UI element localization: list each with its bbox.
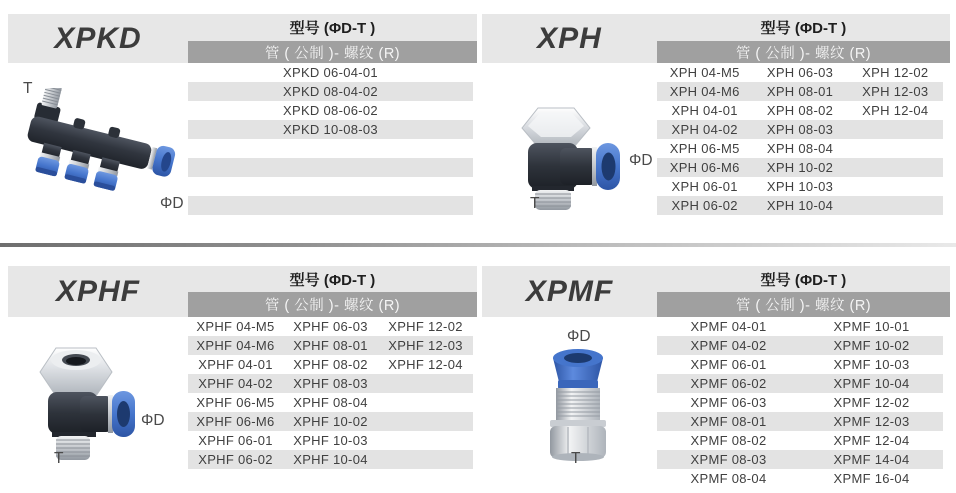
tube-thread-subheader: 管 ( 公制 )- 螺纹 (R) bbox=[188, 41, 477, 63]
table-row bbox=[188, 374, 473, 393]
model-table bbox=[657, 317, 943, 488]
table-row bbox=[188, 101, 473, 120]
model-cell: XPH 06-M6 bbox=[669, 160, 740, 175]
model-cell bbox=[188, 177, 473, 196]
thread-label: T bbox=[530, 195, 540, 212]
model-cell: XPHF 06-M5 bbox=[196, 395, 275, 410]
model-cell: XPMF 10-04 bbox=[833, 376, 910, 391]
section-xpmf bbox=[482, 266, 950, 488]
model-cell: XPKD 10-08-03 bbox=[283, 122, 378, 137]
model-cell: XPH 08-03 bbox=[766, 122, 834, 137]
table-row bbox=[657, 431, 943, 450]
tube-thread-subheader: 管 ( 公制 )- 螺纹 (R) bbox=[188, 292, 477, 317]
model-cell: XPH 06-01 bbox=[671, 179, 738, 194]
table-row bbox=[657, 355, 943, 374]
model-cell: XPHF 04-02 bbox=[198, 376, 273, 391]
model-cell: XPMF 10-02 bbox=[833, 338, 910, 353]
thread-label: T bbox=[23, 80, 33, 97]
model-cell: XPH 10-02 bbox=[766, 160, 834, 175]
model-cell bbox=[378, 431, 473, 450]
table-row bbox=[657, 120, 943, 139]
product-photo-xph bbox=[498, 90, 624, 218]
model-cell: XPH 06-02 bbox=[671, 198, 738, 213]
model-cell: XPMF 16-04 bbox=[833, 471, 910, 486]
table-row bbox=[188, 120, 473, 139]
table-row bbox=[188, 82, 473, 101]
table-row bbox=[188, 412, 473, 431]
model-cell bbox=[378, 450, 473, 469]
model-cell: XPHF 06-02 bbox=[198, 452, 273, 467]
model-cell bbox=[378, 393, 473, 412]
model-cell: XPMF 12-02 bbox=[833, 395, 910, 410]
model-cell: XPHF 10-03 bbox=[293, 433, 368, 448]
table-row bbox=[657, 469, 943, 488]
table-row bbox=[657, 412, 943, 431]
model-cell: XPMF 06-01 bbox=[690, 357, 767, 372]
table-row bbox=[188, 393, 473, 412]
model-cell: XPHF 06-03 bbox=[293, 319, 368, 334]
tube-label: ΦD bbox=[567, 328, 591, 345]
model-cell: XPH 10-04 bbox=[766, 198, 834, 213]
model-cell: XPHF 08-01 bbox=[293, 338, 368, 353]
table-row bbox=[657, 63, 943, 82]
model-cell: XPH 08-01 bbox=[766, 84, 834, 99]
model-cell bbox=[188, 196, 473, 215]
product-series-title: XPKD bbox=[8, 14, 188, 63]
section-xph bbox=[482, 14, 950, 215]
model-spec-header: 型号 (ΦD-T ) bbox=[188, 14, 477, 41]
table-row bbox=[657, 336, 943, 355]
model-cell: XPHF 08-03 bbox=[293, 376, 368, 391]
model-spec-header: 型号 (ΦD-T ) bbox=[657, 14, 950, 41]
model-cell: XPHF 04-M5 bbox=[196, 319, 275, 334]
model-cell: XPMF 04-02 bbox=[690, 338, 767, 353]
model-cell bbox=[848, 196, 943, 215]
model-cell: XPMF 08-04 bbox=[690, 471, 767, 486]
section-xpkd bbox=[8, 14, 477, 215]
model-cell: XPH 08-02 bbox=[766, 103, 834, 118]
table-row bbox=[657, 393, 943, 412]
model-cell: XPHF 04-M6 bbox=[196, 338, 275, 353]
product-series-title: XPMF bbox=[482, 266, 657, 317]
model-cell: XPHF 08-02 bbox=[293, 357, 368, 372]
tube-label: ΦD bbox=[141, 412, 165, 429]
model-spec-header: 型号 (ΦD-T ) bbox=[657, 266, 950, 292]
table-row bbox=[657, 158, 943, 177]
model-cell: XPMF 08-01 bbox=[690, 414, 767, 429]
model-table bbox=[188, 63, 473, 215]
table-row bbox=[657, 196, 943, 215]
thread-label: T bbox=[571, 450, 581, 467]
table-row bbox=[188, 139, 473, 158]
model-table bbox=[657, 63, 943, 215]
model-cell: XPKD 08-06-02 bbox=[283, 103, 378, 118]
model-cell: XPMF 10-03 bbox=[833, 357, 910, 372]
thread-label: T bbox=[54, 450, 64, 467]
model-cell: XPH 12-02 bbox=[862, 65, 929, 80]
model-cell bbox=[848, 158, 943, 177]
table-row bbox=[657, 177, 943, 196]
model-cell: XPH 12-04 bbox=[862, 103, 929, 118]
table-row bbox=[188, 196, 473, 215]
product-photo-xpmf bbox=[538, 344, 618, 462]
table-row bbox=[188, 336, 473, 355]
model-cell bbox=[188, 158, 473, 177]
model-cell: XPMF 08-03 bbox=[690, 452, 767, 467]
table-row bbox=[188, 158, 473, 177]
model-cell: XPKD 08-04-02 bbox=[283, 84, 378, 99]
model-cell: XPMF 10-01 bbox=[833, 319, 910, 334]
model-cell bbox=[848, 120, 943, 139]
table-row bbox=[657, 101, 943, 120]
model-cell: XPHF 10-04 bbox=[293, 452, 368, 467]
product-series-title: XPH bbox=[482, 14, 657, 63]
table-row bbox=[657, 450, 943, 469]
tube-thread-subheader: 管 ( 公制 )- 螺纹 (R) bbox=[657, 41, 950, 63]
table-row bbox=[188, 355, 473, 374]
model-cell bbox=[848, 139, 943, 158]
tube-label: ΦD bbox=[629, 152, 653, 169]
table-row bbox=[657, 139, 943, 158]
model-cell: XPH 04-M6 bbox=[669, 84, 740, 99]
model-cell: XPH 06-M5 bbox=[669, 141, 740, 156]
model-cell: XPH 12-03 bbox=[862, 84, 929, 99]
model-cell: XPMF 08-02 bbox=[690, 433, 767, 448]
section-divider bbox=[0, 243, 956, 247]
model-cell: XPH 04-02 bbox=[671, 122, 738, 137]
model-cell: XPHF 06-01 bbox=[198, 433, 273, 448]
model-cell bbox=[848, 177, 943, 196]
model-cell: XPHF 12-02 bbox=[388, 319, 463, 334]
table-row bbox=[657, 82, 943, 101]
model-cell: XPHF 10-02 bbox=[293, 414, 368, 429]
model-cell: XPHF 04-01 bbox=[198, 357, 273, 372]
model-cell bbox=[188, 139, 473, 158]
table-row bbox=[188, 63, 473, 82]
model-cell: XPMF 06-02 bbox=[690, 376, 767, 391]
section-header bbox=[8, 14, 477, 63]
product-photo-xpkd bbox=[16, 88, 180, 214]
model-cell: XPH 04-01 bbox=[671, 103, 738, 118]
model-cell: XPHF 12-03 bbox=[388, 338, 463, 353]
table-row bbox=[657, 317, 943, 336]
model-cell: XPH 08-04 bbox=[766, 141, 834, 156]
model-cell: XPH 04-M5 bbox=[669, 65, 740, 80]
section-header bbox=[8, 266, 477, 317]
table-row bbox=[188, 317, 473, 336]
section-header bbox=[482, 14, 950, 63]
model-cell: XPMF 14-04 bbox=[833, 452, 910, 467]
model-table bbox=[188, 317, 473, 469]
model-cell: XPHF 12-04 bbox=[388, 357, 463, 372]
model-cell: XPMF 06-03 bbox=[690, 395, 767, 410]
model-cell: XPKD 06-04-01 bbox=[283, 65, 378, 80]
table-row bbox=[188, 450, 473, 469]
model-spec-header: 型号 (ΦD-T ) bbox=[188, 266, 477, 292]
model-cell: XPHF 08-04 bbox=[293, 395, 368, 410]
model-cell: XPMF 12-03 bbox=[833, 414, 910, 429]
model-cell bbox=[378, 412, 473, 431]
table-row bbox=[657, 374, 943, 393]
product-photo-xphf bbox=[22, 328, 142, 468]
tube-thread-subheader: 管 ( 公制 )- 螺纹 (R) bbox=[657, 292, 950, 317]
model-cell: XPHF 06-M6 bbox=[196, 414, 275, 429]
model-cell bbox=[378, 374, 473, 393]
tube-label: ΦD bbox=[160, 195, 184, 212]
table-row bbox=[188, 177, 473, 196]
section-xphf bbox=[8, 266, 477, 469]
table-row bbox=[188, 431, 473, 450]
model-cell: XPMF 04-01 bbox=[690, 319, 767, 334]
model-cell: XPH 06-03 bbox=[766, 65, 834, 80]
model-cell: XPMF 12-04 bbox=[833, 433, 910, 448]
product-series-title: XPHF bbox=[8, 266, 188, 317]
model-cell: XPH 10-03 bbox=[766, 179, 834, 194]
section-header bbox=[482, 266, 950, 317]
